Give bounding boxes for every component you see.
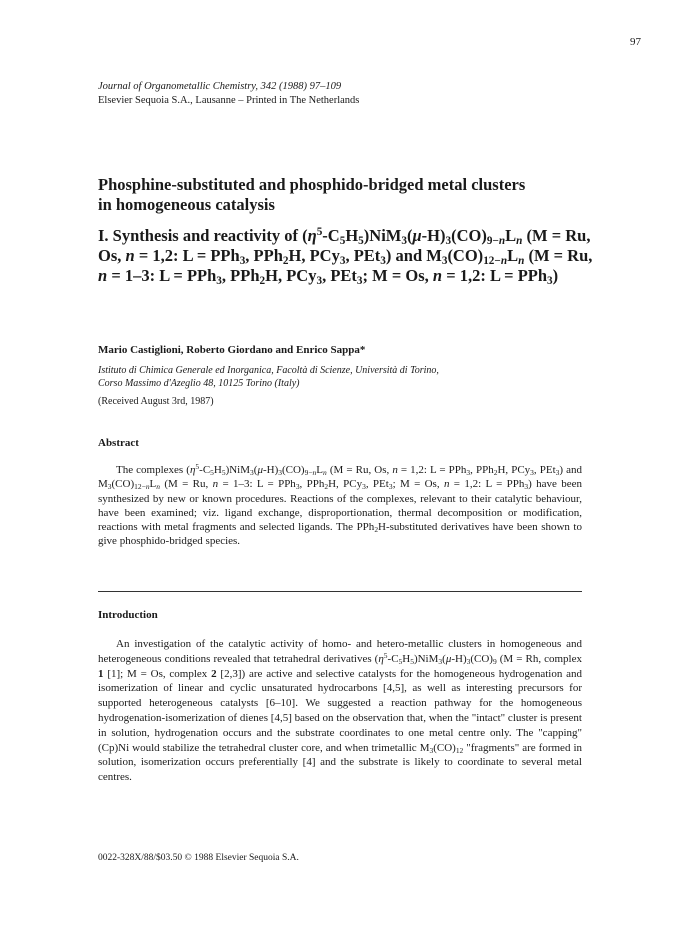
page-number: 97: [630, 36, 641, 48]
journal-info: [98, 80, 359, 108]
journal-citation: Journal of Organometallic Chemistry, 342 (1988) 97–109: [98, 81, 342, 92]
paper-subtitle: I. Synthesis and reactivity of $(\eta^5-C_5H_5)NiM_3(\mu-H)_3(CO)_{9-n}L_n$ (M = Ru, Os, n = 1,2: L = PPh$_3$, PPh$_2$H, PCy$_3$, PEt$_3$) and $M_3(CO)_{12-n}L_n$ (M = Ru, n = 1–3: L = PPh$_3$, PPh$_2$H, PCy$_3$, PEt$_3$; M = Os, n = 1,2: L = PPh$_3$): [98, 225, 593, 287]
abstract-text: The complexes $(\eta^5-C_5H_5)NiM_3(\mu-H)_3(CO)_{9-n}L_n$ (M = Ru, Os, n = 1,2: L = PPh$_3$, PPh$_2$H, PCy$_3$, PEt$_3$) and $M_3(CO)_{12-n}L_n$ (M = Ru, n = 1–3: L = PPh$_3$, PPh$_2$H, PCy$_3$, PEt$_3$; M = Os, n = 1,2: L = PPh$_3$) have been synthesized by new or known procedures. Reactions of the complexes, relevant to their catalytic behaviour, have been examined; viz. ligand exchange, disproportionation, thermal decomposition or modification, reactions with metal fragments and selected ligands. The PPh$_2$H-substituted derivatives have been shown to give phosphido-bridged species.: [98, 461, 582, 548]
paper-title: [98, 175, 598, 215]
abstract-heading: Abstract: [98, 437, 139, 449]
affiliation-line-1: Istituto di Chimica Generale ed Inorganica, Facoltà di Scienze, Università di Torino,: [98, 365, 439, 376]
introduction-heading: Introduction: [98, 609, 158, 621]
footer-copyright: 0022-328X/88/$03.50 © 1988 Elsevier Sequoia S.A.: [98, 853, 299, 863]
title-line-2: in homogeneous catalysis: [98, 195, 275, 214]
section-divider: [98, 591, 582, 592]
authors: Mario Castiglioni, Roberto Giordano and Enrico Sappa*: [98, 344, 366, 356]
received-date: (Received August 3rd, 1987): [98, 396, 214, 407]
publisher-line: Elsevier Sequoia S.A., Lausanne – Printed in The Netherlands: [98, 95, 360, 106]
introduction-text: An investigation of the catalytic activity of homo- and hetero-metallic clusters in homogeneous and heterogeneous conditions revealed that tetrahedral derivatives $(\eta^5-C_5H_5)NiM_3(\mu-H)_3(CO)_9$ (M = Rh, complex 1 [1]; M = Os, complex 2 [2,3]) are active and selective catalysts for the homogeneous hydrogenation and isomerization of linear and cyclic unsaturated hydrocarbons [4,5], as well as interesting precursors for supported heterogeneous catalysts [6–10]. We suggested a reaction pathway for the homogeneous hydrogenation-isomerization of dienes [4,5] based on the observation that, when the "intact" cluster is present in solution, hydrogenation occurs and the substrate coordinates to one metal centre only. The "capping" (Cp)Ni would stabilize the tetrahedral cluster core, and when trimetallic $M_3(CO)_{12}$ "fragments" are formed in solution, isomerization occurs preferentially [4] and the substrate is likely to coordinate to several metal centres.: [98, 638, 583, 784]
title-line-1: Phosphine-substituted and phosphido-bridged metal clusters: [98, 175, 526, 194]
affiliation-line-2: Corso Massimo d'Azeglio 48, 10125 Torino (Italy): [98, 378, 300, 389]
affiliation: [98, 364, 439, 390]
